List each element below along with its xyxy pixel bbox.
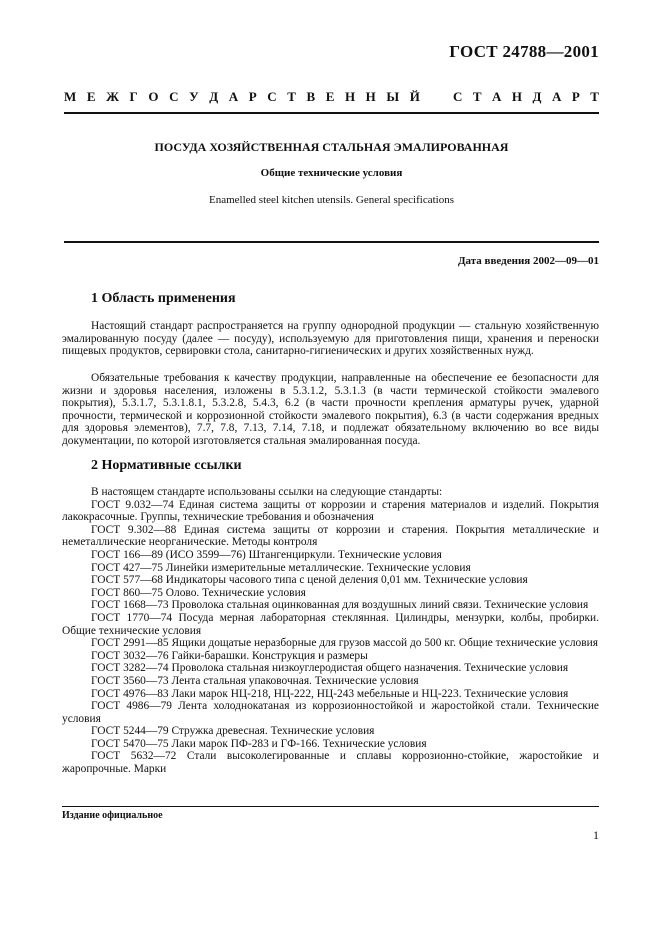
banner-letter: Н [511,89,523,104]
interstate-word [64,89,420,105]
footer-rule [62,806,599,807]
reference-item: ГОСТ 1770—74 Посуда мерная лабораторная стеклянная. Цилиндры, мензурки, колбы, пробирки. Общие технические условия [62,611,599,637]
banner-letter: Е [86,89,96,104]
section-heading-scope: 1 Область применения [91,291,236,306]
reference-item: ГОСТ 9.302—88 Единая система защиты от коррозии и старения. Покрытия металлические и неметаллические неорганические. Методы контроля [62,523,599,549]
references-list [62,486,599,776]
document-subtitle: Общие технические условия [260,167,403,179]
document-title: ПОСУДА ХОЗЯЙСТВЕННАЯ СТАЛЬНАЯ ЭМАЛИРОВАННАЯ [154,140,509,154]
banner-letter: Р [248,89,257,104]
references-intro: В настоящем стандарте использованы ссылки на следующие стандарты: [91,486,443,498]
interstate-standard-banner [64,89,599,105]
banner-letter: Е [325,89,335,104]
reference-item: ГОСТ 577—68 Индикаторы часового типа с ценой деления 0,01 мм. Технические условия [91,574,528,587]
page-number: 1 [593,828,599,842]
banner-letter: С [453,89,463,104]
reference-item: ГОСТ 4986—79 Лента холоднокатаная из коррозионностойкой и жаростойкой стали. Технические условия [62,700,599,725]
title-rule [64,241,599,243]
banner-letter: Г [129,89,138,104]
official-edition-note: Издание официальное [62,810,163,821]
section-heading-references: 2 Нормативные ссылки [91,458,242,473]
header-rule [64,112,599,114]
reference-item: ГОСТ 2991—85 Ящики дощатые неразборные для грузов массой до 500 кг. Общие технические условия [91,637,598,650]
reference-item: ГОСТ 9.032—74 Единая система защиты от коррозии и старения материалов и изделий. Покрытия лакокрасочные. Группы, технические требования и обозначения [62,498,599,524]
banner-letter: Т [472,89,482,104]
standard-word [453,89,599,105]
reference-item: ГОСТ 3560—73 Лента стальная упаковочная. Технические условия [91,674,419,687]
banner-letter: Ы [386,89,400,104]
banner-letter: У [189,89,199,104]
banner-letter: Т [287,89,296,104]
banner-letter: М [64,89,77,104]
banner-letter: А [492,89,502,104]
scope-paragraph-2 [62,372,599,448]
reference-item: ГОСТ 166—89 (ИСО 3599—76) Штангенциркули. Технические условия [91,548,442,561]
reference-item: ГОСТ 5244—79 Стружка древесная. Технические условия [91,725,375,738]
reference-item: ГОСТ 5632—72 Стали высоколегированные и сплавы коррозионно-стойкие, жаростойкие и жаропрочные. Марки [62,750,599,776]
document-code: ГОСТ 24788—2001 [449,42,599,61]
banner-letter: Д [209,89,219,104]
banner-letter: А [551,89,562,104]
banner-letter: Ж [106,89,119,104]
banner-letter: В [306,89,316,104]
english-title: Enamelled steel kitchen utensils. General specifications [209,194,454,206]
reference-item: ГОСТ 860—75 Олово. Технические условия [91,586,306,599]
paragraph-text: Обязательные требования к качеству продукции, направленные на обеспечение ее безопасности для жизни и здоровья населения, изложены в 5.3.1.2, 5.3.1.3 (в части термической стойкости эмалевого покрытия), 5.3.1.7, 5.3.1.8.1, 5.3.2.8, 5.4.3, 6.2 (в части прочности крепления арматуры ручек, ударной прочности, термической и коррозионной стойкости эмалевого покрытия), 6.3 (в части содержания вредных для здоровья элементов), 7.7, 7.8, 7.13, 7.14, 7.18, и подлежат обязательному включению во все виды документации, по которой изготовляется стальная эмалированная посуда. [62,372,599,447]
reference-item: ГОСТ 3032—76 Гайки-барашки. Конструкция и размеры [91,649,368,662]
scope-paragraph-1 [62,320,599,358]
reference-item: ГОСТ 1668—73 Проволока стальная оцинкованная для воздушных линий связи. Технические условия [91,599,589,612]
paragraph-text: Настоящий стандарт распространяется на группу однородной продукции — стальную хозяйственную эмалированную посуду (далее — посуду), используемую для приготовления пищи, хранения и переноски пищевых продуктов, сервировки стола, санитарно-гигиенических и других хозяйственных нужд. [62,320,599,358]
introduction-date: Дата введения 2002—09—01 [457,255,599,267]
banner-letter: Д [532,89,542,104]
reference-item: ГОСТ 3282—74 Проволока стальная низкоуглеродистая общего назначения. Технические условия [91,662,569,675]
banner-letter: О [148,89,159,104]
banner-letter: С [267,89,277,104]
banner-letter: Т [590,89,599,104]
banner-letter: Н [344,89,356,104]
banner-letter: Р [571,89,580,104]
banner-letter: С [169,89,179,104]
reference-item: ГОСТ 427—75 Линейки измерительные металлические. Технические условия [91,561,471,574]
banner-letter: А [228,89,239,104]
banner-letter: Н [365,89,376,104]
reference-item: ГОСТ 4976—83 Лаки марок НЦ-218, НЦ-222, НЦ-243 мебельные и НЦ-223. Технические условия [91,687,569,700]
banner-letter: Й [409,89,420,104]
reference-item: ГОСТ 5470—75 Лаки марок ПФ-283 и ГФ-166. Технические условия [91,737,427,750]
